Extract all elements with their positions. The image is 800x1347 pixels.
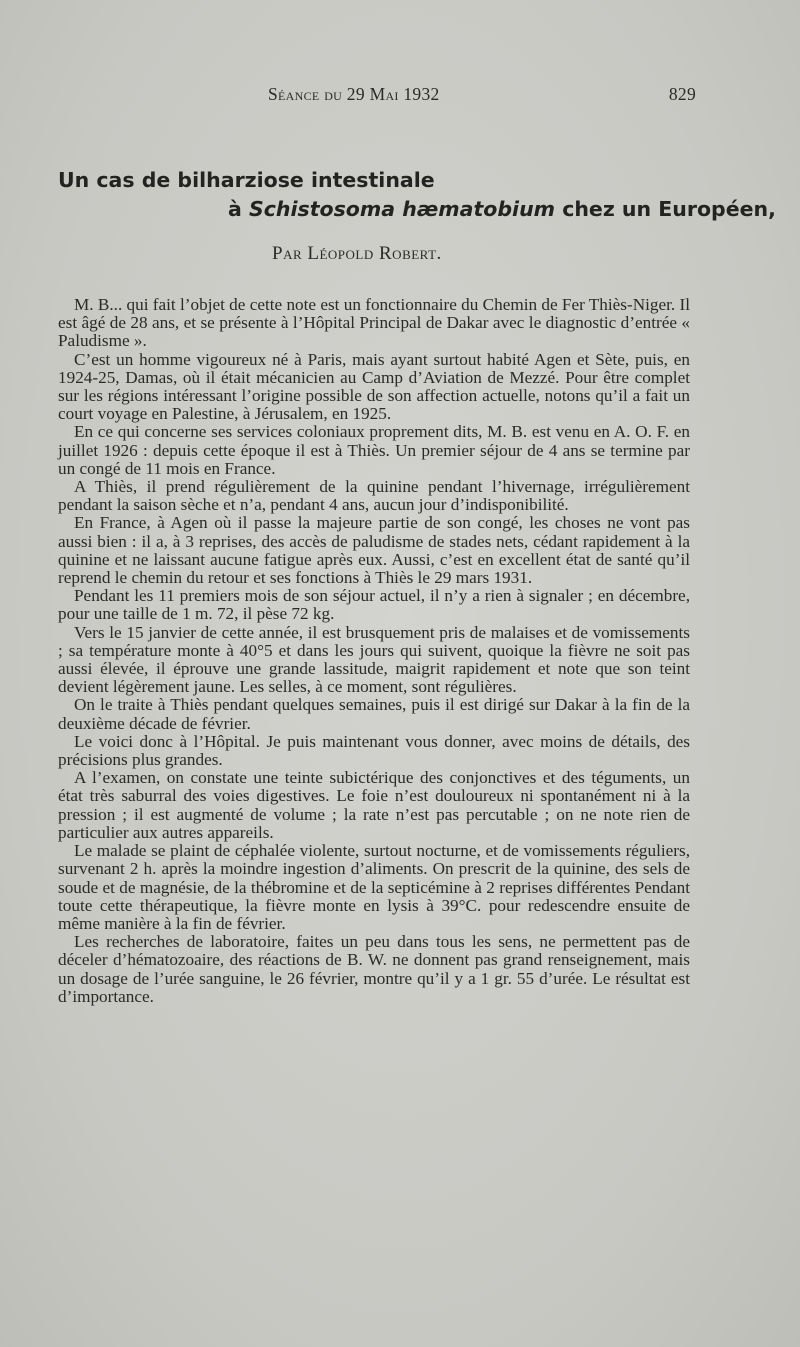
running-head bbox=[268, 84, 696, 105]
paragraph: En ce qui concerne ses services coloniaux proprement dits, M. B. est venu en A. O. F. en juillet 1926 : depuis cette époque il est à Thiès. Un premier séjour de 4 ans se termine par un congé de 11 mois en France. bbox=[58, 422, 690, 478]
paragraph: En France, à Agen où il passe la majeure partie de son congé, les choses ne vont pas aussi bien : il a, à 3 reprises, des accès de paludisme de stades nets, cédant rapidement à la quinine et ne laissant aucune fatigue après eux. Aussi, c’est en excellent état de santé qu’il reprend le chemin du retour et ses fonctions à Thiès le 29 mars 1931. bbox=[58, 513, 690, 588]
paragraph: Pendant les 11 premiers mois de son séjour actuel, il n’y a rien à signaler ; en décembre, pour une taille de 1 m. 72, il pèse 72 kg. bbox=[58, 586, 690, 624]
title-suffix: chez un Européen, bbox=[562, 197, 776, 221]
title-species: Schistosoma hæmatobium bbox=[248, 197, 556, 221]
author-byline: Par Léopold Robert. bbox=[272, 243, 442, 264]
article-body bbox=[58, 296, 690, 1006]
paragraph: Vers le 15 janvier de cette année, il est brusquement pris de malaises et de vomissements ; sa température monte à 40°5 et dans les jours qui suivent, quoique la fièvre ne soit pas aussi élevée, il éprouve une grande lassitude, maigrit rapidement et note que son teint devient légèrement jaune. Les selles, à ce moment, sont régulières. bbox=[58, 622, 690, 697]
paragraph: A l’examen, on constate une teinte subictérique des conjonctives et des téguments, un état très saburral des voies digestives. Le foie n’est douloureux ni spontanément ni à la pression ; il est augmenté de volume ; la rate n’est pas percutable ; on ne note rien de particulier aux autres appareils. bbox=[58, 768, 690, 842]
paragraph: A Thiès, il prend régulièrement de la quinine pendant l’hivernage, irrégulièrement pendant la saison sèche et n’a, pendant 4 ans, aucun jour d’indisponibilité. bbox=[58, 477, 690, 515]
title-prefix: à bbox=[228, 197, 242, 221]
paragraph: Le malade se plaint de céphalée violente, surtout nocturne, et de vomissements réguliers, survenant 2 h. après la moindre ingestion d’aliments. On prescrit de la quinine, des sels de soude et de magnésie, de la thébromine et de la septicémine à 2 reprises différentes Pendant toute cette thérapeutique, la fièvre monte en lysis à 39°C. pour redescendre ensuite de même manière à la fin de février. bbox=[58, 841, 690, 933]
paragraph: Le voici donc à l’Hôpital. Je puis maintenant vous donner, avec moins de détails, des précisions plus grandes. bbox=[58, 731, 690, 770]
paragraph: C’est un homme vigoureux né à Paris, mais ayant surtout habité Agen et Sète, puis, en 1924-25, Damas, où il était mécanicien au Camp d’Aviation de Mezzé. Pour être complet sur les régions intéressant l’origine possible de son affection actuelle, notons qu’il a fait un court voyage en Palestine, à Jérusalem, en 1925. bbox=[58, 349, 690, 424]
paragraph: M. B... qui fait l’objet de cette note est un fonctionnaire du Chemin de Fer Thiès-Niger. Il est âgé de 28 ans, et se présente à l’Hôpital Principal de Dakar avec le diagnostic d’entrée « Paludisme ». bbox=[58, 295, 690, 351]
paragraph: On le traite à Thiès pendant quelques semaines, puis il est dirigé sur Dakar à la fin de la deuxième décade de février. bbox=[58, 695, 690, 733]
running-head-title: Séance du 29 Mai 1932 bbox=[268, 84, 440, 104]
paragraph: Les recherches de laboratoire, faites un peu dans tous les sens, ne permettent pas de déceler d’hématozoaire, des réactions de B. W. ne donnent pas grand renseignement, mais un dosage de l’urée sanguine, le 26 février, montre qu’il y a 1 gr. 55 d’urée. Le résultat est d’importance. bbox=[58, 932, 690, 1006]
article-title-line-2 bbox=[228, 197, 776, 221]
article-title-line-1: Un cas de bilharziose intestinale bbox=[58, 168, 435, 192]
page-number: 829 bbox=[668, 84, 696, 104]
